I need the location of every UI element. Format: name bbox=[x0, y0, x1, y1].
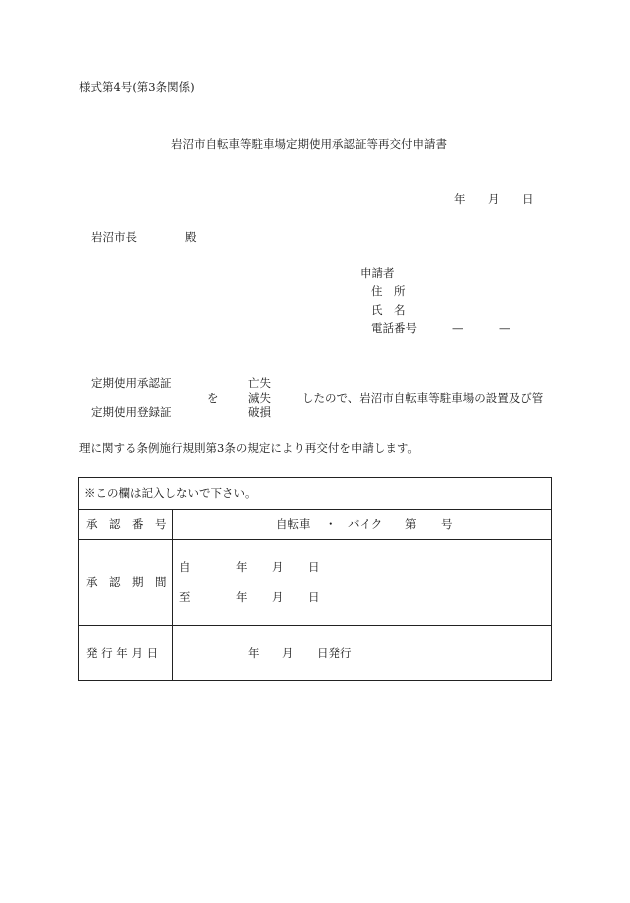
date-year: 年 bbox=[454, 192, 466, 206]
period-from-month: 月 bbox=[272, 560, 284, 574]
approval-number-bike: バイク bbox=[348, 517, 383, 531]
table-column-rule bbox=[172, 509, 173, 680]
cert-option-1: 定期使用承認証 bbox=[91, 376, 172, 390]
issue-date-month: 月 bbox=[282, 646, 294, 660]
cert-option-2: 定期使用登録証 bbox=[91, 405, 172, 419]
phone-dash-1: — bbox=[452, 321, 464, 335]
date-month: 月 bbox=[488, 192, 500, 206]
period-from-year: 年 bbox=[236, 560, 248, 574]
period-from: 自 bbox=[179, 560, 191, 574]
applicant-name-label: 氏 名 bbox=[371, 303, 406, 317]
approval-number-dot: ・ bbox=[325, 517, 337, 531]
approval-number-label: 承 認 番 号 bbox=[86, 517, 167, 531]
issue-date-label: 発 行 年 月 日 bbox=[86, 646, 159, 660]
date-day: 日 bbox=[522, 192, 534, 206]
statement-line1-tail: したので、岩沼市自転車等駐車場の設置及び管 bbox=[302, 391, 544, 405]
period-to: 至 bbox=[179, 590, 191, 604]
approval-period-label: 承 認 期 間 bbox=[86, 575, 167, 589]
table-note: ※この欄は記入しないで下さい。 bbox=[84, 486, 257, 500]
period-to-year: 年 bbox=[236, 590, 248, 604]
issue-date-year: 年 bbox=[248, 646, 260, 660]
applicant-heading: 申請者 bbox=[360, 266, 395, 280]
reason-3: 破損 bbox=[248, 405, 271, 419]
applicant-phone-label: 電話番号 bbox=[371, 321, 417, 335]
table-rule bbox=[79, 509, 551, 510]
table-rule bbox=[79, 539, 551, 540]
applicant-address-label: 住 所 bbox=[371, 284, 406, 298]
statement-particle: を bbox=[207, 391, 219, 405]
office-use-table bbox=[78, 477, 552, 681]
statement-line2: 理に関する条例施行規則第3条の規定により再交付を申請します。 bbox=[79, 441, 419, 455]
reason-1: 亡失 bbox=[248, 376, 271, 390]
reason-2: 滅失 bbox=[248, 391, 271, 405]
approval-number-dai: 第 bbox=[405, 517, 417, 531]
form-number: 様式第4号(第3条関係) bbox=[79, 80, 195, 94]
period-to-day: 日 bbox=[308, 590, 320, 604]
addressee-honorific: 殿 bbox=[185, 230, 197, 244]
approval-number-go: 号 bbox=[441, 517, 453, 531]
approval-number-bicycle: 自転車 bbox=[276, 517, 311, 531]
phone-dash-2: — bbox=[499, 321, 511, 335]
form-title: 岩沼市自転車等駐車場定期使用承認証等再交付申請書 bbox=[171, 137, 447, 151]
period-from-day: 日 bbox=[308, 560, 320, 574]
table-rule bbox=[79, 625, 551, 626]
issue-date-day-issued: 日発行 bbox=[317, 646, 352, 660]
period-to-month: 月 bbox=[272, 590, 284, 604]
addressee-name: 岩沼市長 bbox=[91, 230, 137, 244]
